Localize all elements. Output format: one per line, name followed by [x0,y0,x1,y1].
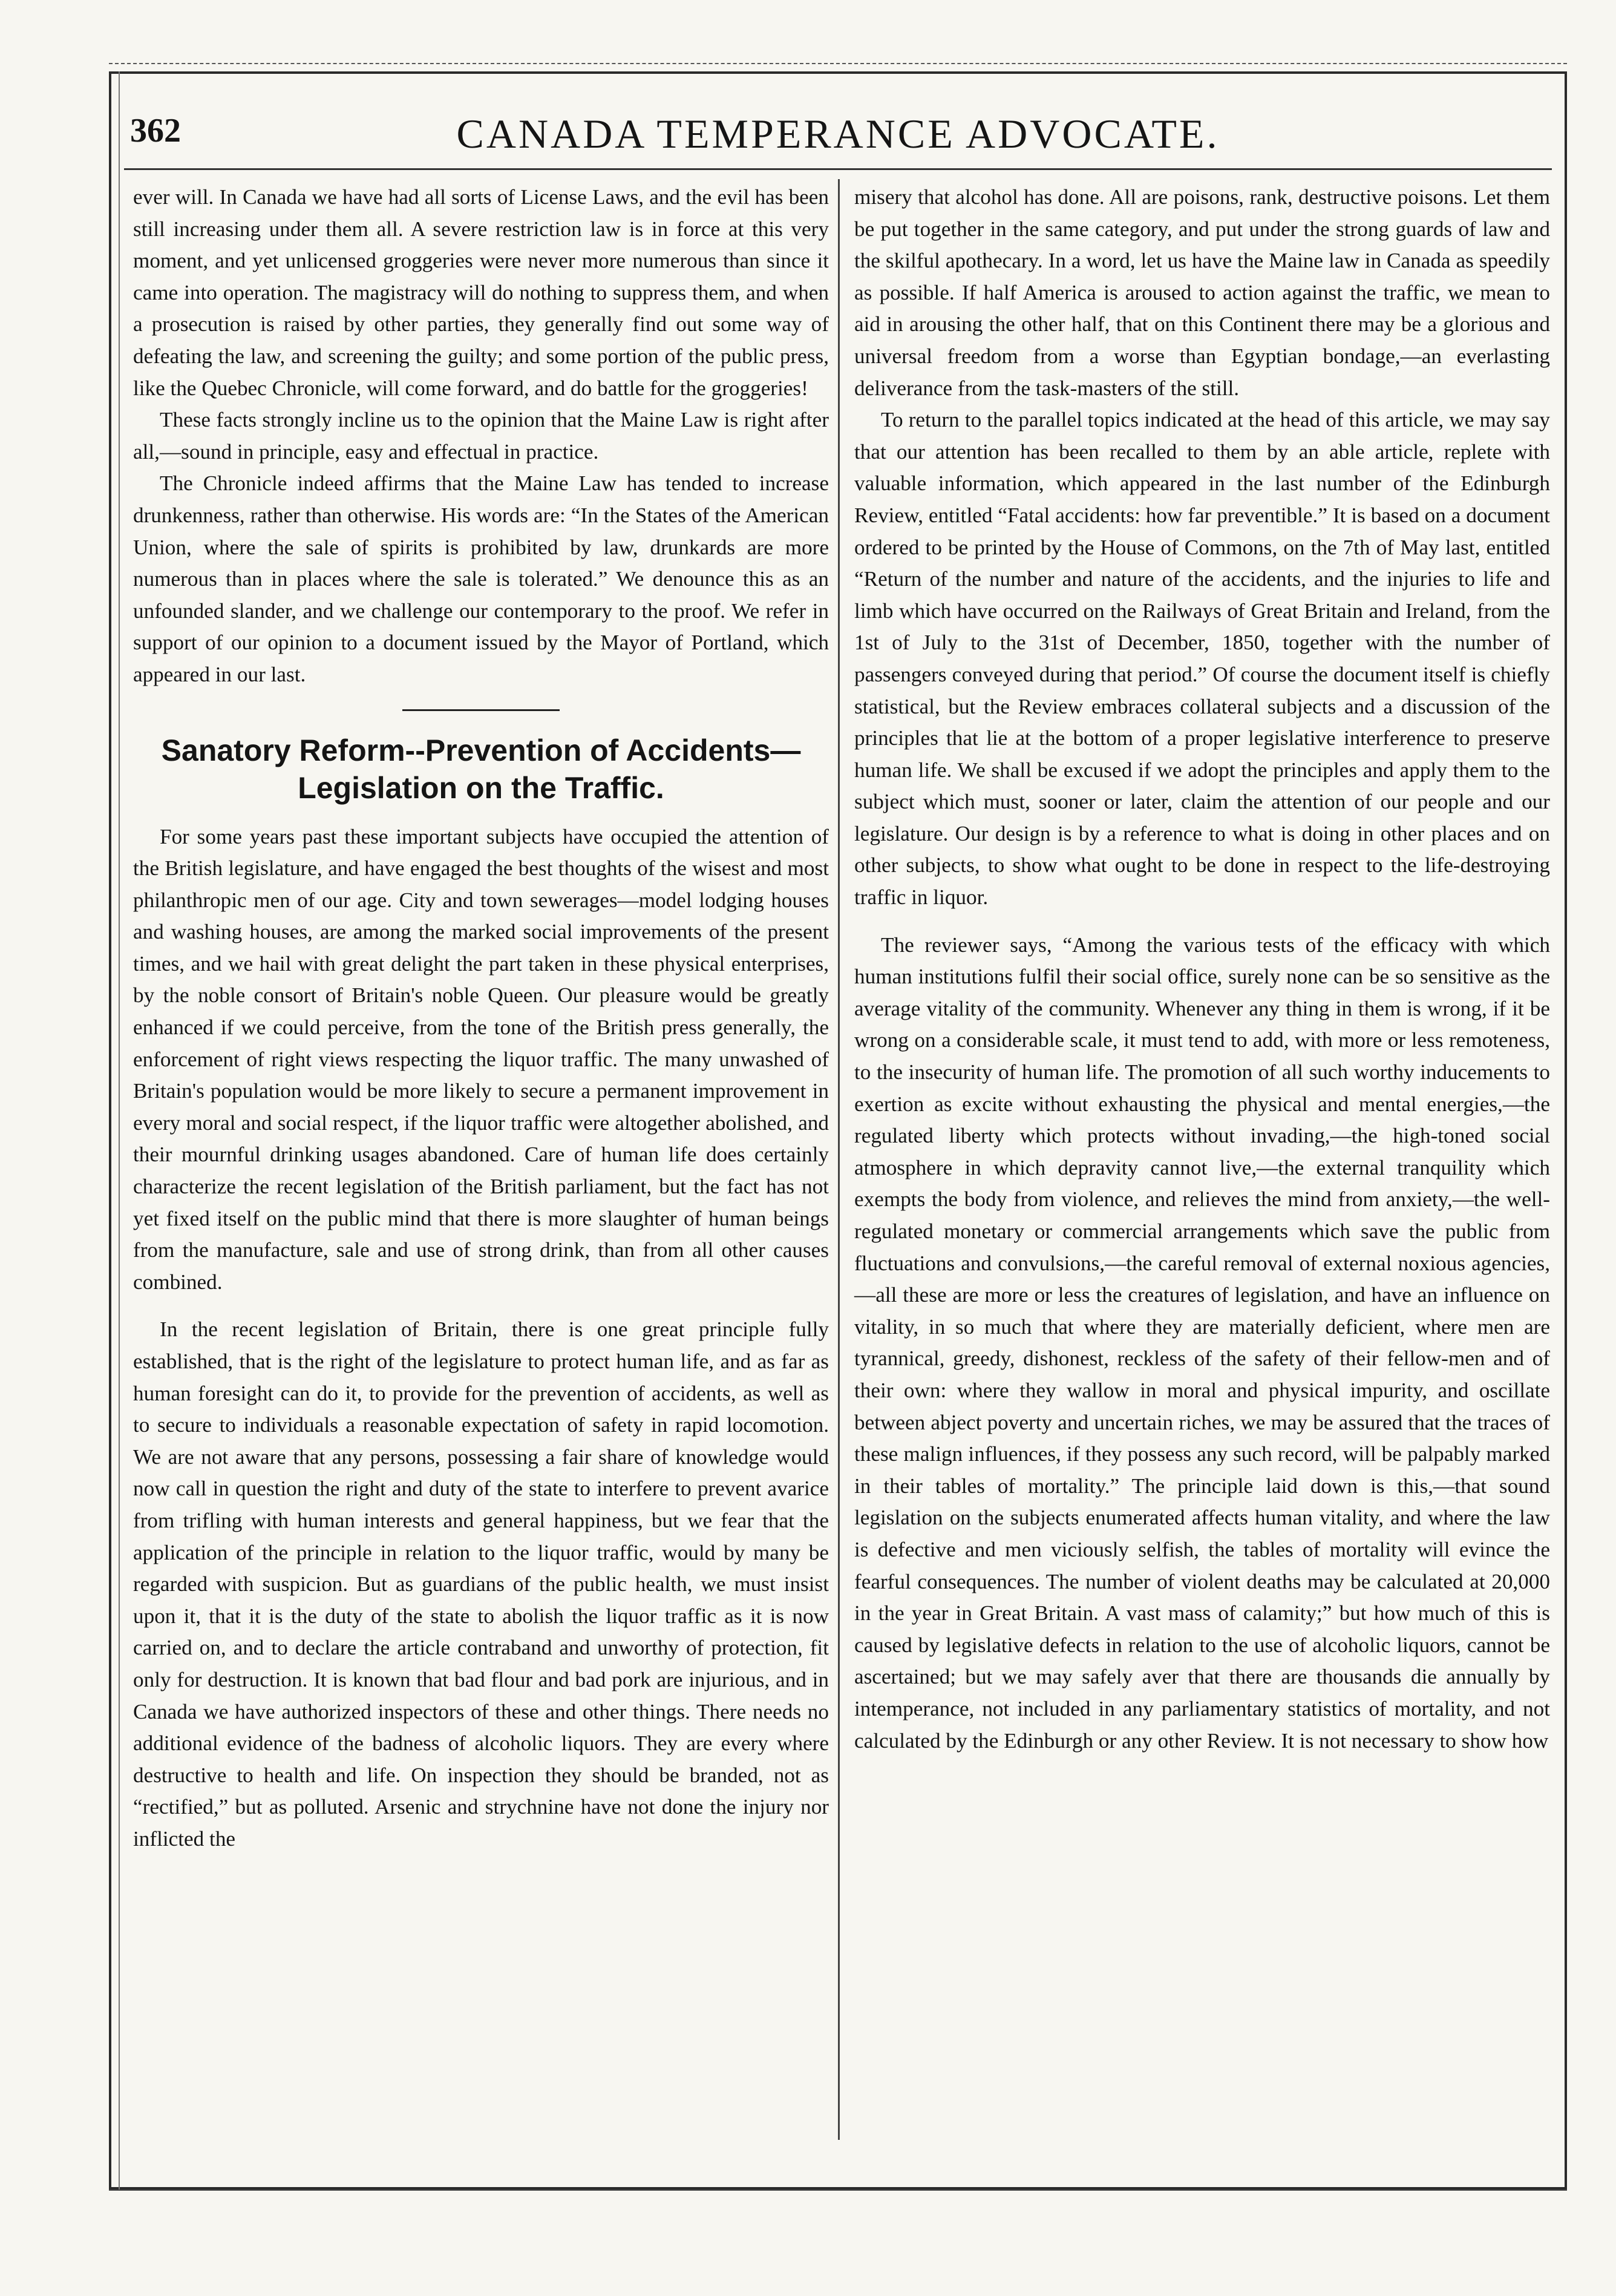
paragraph: ever will. In Canada we have had all sorts of License Laws, and the evil has been still increasing under them all. A severe restriction law is in force at this very moment, and yet unlicensed groggeries were never more numerous than since it came into operation. The magistracy will do nothing to suppress them, and when a prosecution is raised by other parties, they generally find out some way of defeating the law, and screening the guilty; and some portion of the public press, like the Quebec Chronicle, will come forward, and do battle for the groggeries! [133,185,829,400]
left-column [133,182,829,1855]
article-title-line-1: Sanatory Reform--Prevention of Accidents— [161,733,801,767]
paragraph: In the recent legislation of Britain, there is one great principle fully established, that is the right of the legislature to protect human life, and as far as human foresight can do it, to provide for the prevention of accidents, as well as to secure to individuals a reasonable expectation of safety in rapid locomotion. We are not aware that any persons, possessing a fair share of knowledge would now call in question the right and duty of the state to interfere to prevent avarice from trifling with human interests and general happiness, but we fear that the application of the principle in relation to the liquor traffic, would by many be regarded with suspicion. But as guardians of the public health, we must insist upon it, that it is the duty of the state to abolish the liquor traffic as it is now carried on, and to declare the article contraband and unworthy of protection, fit only for destruction. It is known that bad flour and bad pork are injurious, and in Canada we have authorized inspectors of these and other things. There needs no additional evidence of the badness of alcoholic liquors. They are every where destructive to health and life. On inspection they should be branded, not as “rectified,” but as polluted. Arsenic and strychnine have not done the injury nor inflicted the [133,1317,829,1851]
paragraph: The Chronicle indeed affirms that the Maine Law has tended to increase drunkenness, rather than otherwise. His words are: “In the States of the American Union, where the sale of spirits is prohibited by law, drunkards are more numerous than in places where the sale is tolerated.” We denounce this as an unfounded slander, and we challenge our contemporary to the proof. We refer in support of our opinion to a document issued by the Mayor of Portland, which appeared in our last. [133,471,829,686]
page-border-inner-line [119,71,120,2189]
paragraph: These facts strongly incline us to the opinion that the Maine Law is right after all,—sound in principle, easy and effectual in practice. [133,408,829,464]
paragraph: For some years past these important subjects have occupied the attention of the British legislature, and have engaged the best thoughts of the wisest and most philanthropic men of our age. City and town sewerages—model lodging houses and washing houses, are among the marked social improvements of the present times, and we hail with great delight the part taken in these physical enterprises, by the noble consort of Britain's noble Queen. Our pleasure would be greatly enhanced if we could perceive, from the tone of the British press generally, the enforcement of right views respecting the liquor traffic. The many unwashed of Britain's population would be more likely to secure a permanent improvement in every moral and social respect, if the liquor traffic were altogether abolished, and their mournful drinking usages abandoned. Care of human life does certainly characterize the recent legislation of the British parliament, but the fact has not yet fixed itself on the public mind that there is more slaughter of human beings from the manufacture, sale and use of strong drink, than from all other causes combined. [133,824,829,1294]
page-bottom-rule [109,2189,1567,2191]
paragraph: The reviewer says, “Among the various tests of the efficacy with which human institutions fulfil their social office, surely none can be so sensitive as the average vitality of the community. Whenever any thing in them is wrong, if it be wrong on a considerable scale, it must tend to add, with more or less remoteness, to the insecurity of human life. The promotion of all such worthy inducements to exertion as excite without exhausting the physical and mental energies,—the regulated liberty which protects without invading,—the high-toned social atmosphere in which depravity cannot live,—the external tranquility which exempts the body from violence, and relieves the mind from anxiety,—the well-regulated monetary or commercial arrangements which save the public from fluctuations and convulsions,—the careful removal of external noxious agencies,—all these are more or less the creatures of legislation, and have an influence on vitality, in so much that where they are materially deficient, where men are tyrannical, greedy, dishonest, reckless of the safety of their fellow-men and of their own: where they wallow in moral and physical impurity, and oscillate between abject poverty and uncertain riches, we may be assured that the traces of these malign influences, if they possess any such record, will be palpably marked in their tables of mortality.” The principle laid down is this,—that sound legislation on the subjects enumerated affects human vitality, and where the law is defective and men viciously selfish, the tables of mortality will evince the fearful consequences. The number of violent deaths may be calculated at 20,000 in the year in Great Britain. A vast mass of calamity;” but how much of this is caused by legislative defects in relation to the use of alcoholic liquors, cannot be ascertained; but we may safely aver that there are thousands die annually by intemperance, not included in any parliamentary statistics of mortality, and not calculated by the Edinburgh or any other Review. It is not necessary to show how [854,933,1550,1753]
section-divider-rule [402,709,560,711]
paragraph-gap [133,1298,829,1314]
column-divider [838,179,840,2140]
article-title-line-2: Legislation on the Traffic. [298,770,664,805]
header-rule [124,168,1552,170]
paragraph: To return to the parallel topics indicated at the head of this article, we may say that our attention has been recalled to them by an able article, replete with valuable information, which appeared in the last number of the Edinburgh Review, entitled “Fatal accidents: how far preventible.” It is based on a document ordered to be printed by the House of Commons, on the 7th of May last, entitled “Return of the number and nature of the accidents, and the injuries to life and limb which have occurred on the Railways of Great Britain and Ireland, from the 1st of July to the 31st of December, 1850, together with the number of passengers conveyed during that period.” Of course the document itself is chiefly statistical, but the Review embraces collateral subjects and a discussion of the principles that lie at the bottom of a proper legislative interference to preserve human life. We shall be excused if we adopt the principles and apply them to the subject which must, sooner or later, claim the attention of our people and our legislature. Our design is by a reference to what is doing in other places and on other subjects, to show what ought to be done in respect to the life-destroying traffic in liquor. [854,408,1550,910]
page-border-top-dashed [109,63,1567,64]
page-header [124,103,1552,175]
paragraph-gap [854,914,1550,930]
article-title [133,732,829,807]
page-number: 362 [130,112,181,149]
journal-title: CANADA TEMPERANCE ADVOCATE. [456,111,1220,157]
right-column [854,182,1550,1757]
paragraph: misery that alcohol has done. All are poisons, rank, destructive poisons. Let them be put together in the same category, and put under the strong guards of law and the skilful apothecary. In a word, let us have the Maine law in Canada as speedily as possible. If half America is aroused to action against the traffic, we mean to aid in arousing the other half, that on this Continent there may be a glorious and universal freedom from a worse than Egyptian bondage,—an everlasting deliverance from the task-masters of the still. [854,185,1550,400]
